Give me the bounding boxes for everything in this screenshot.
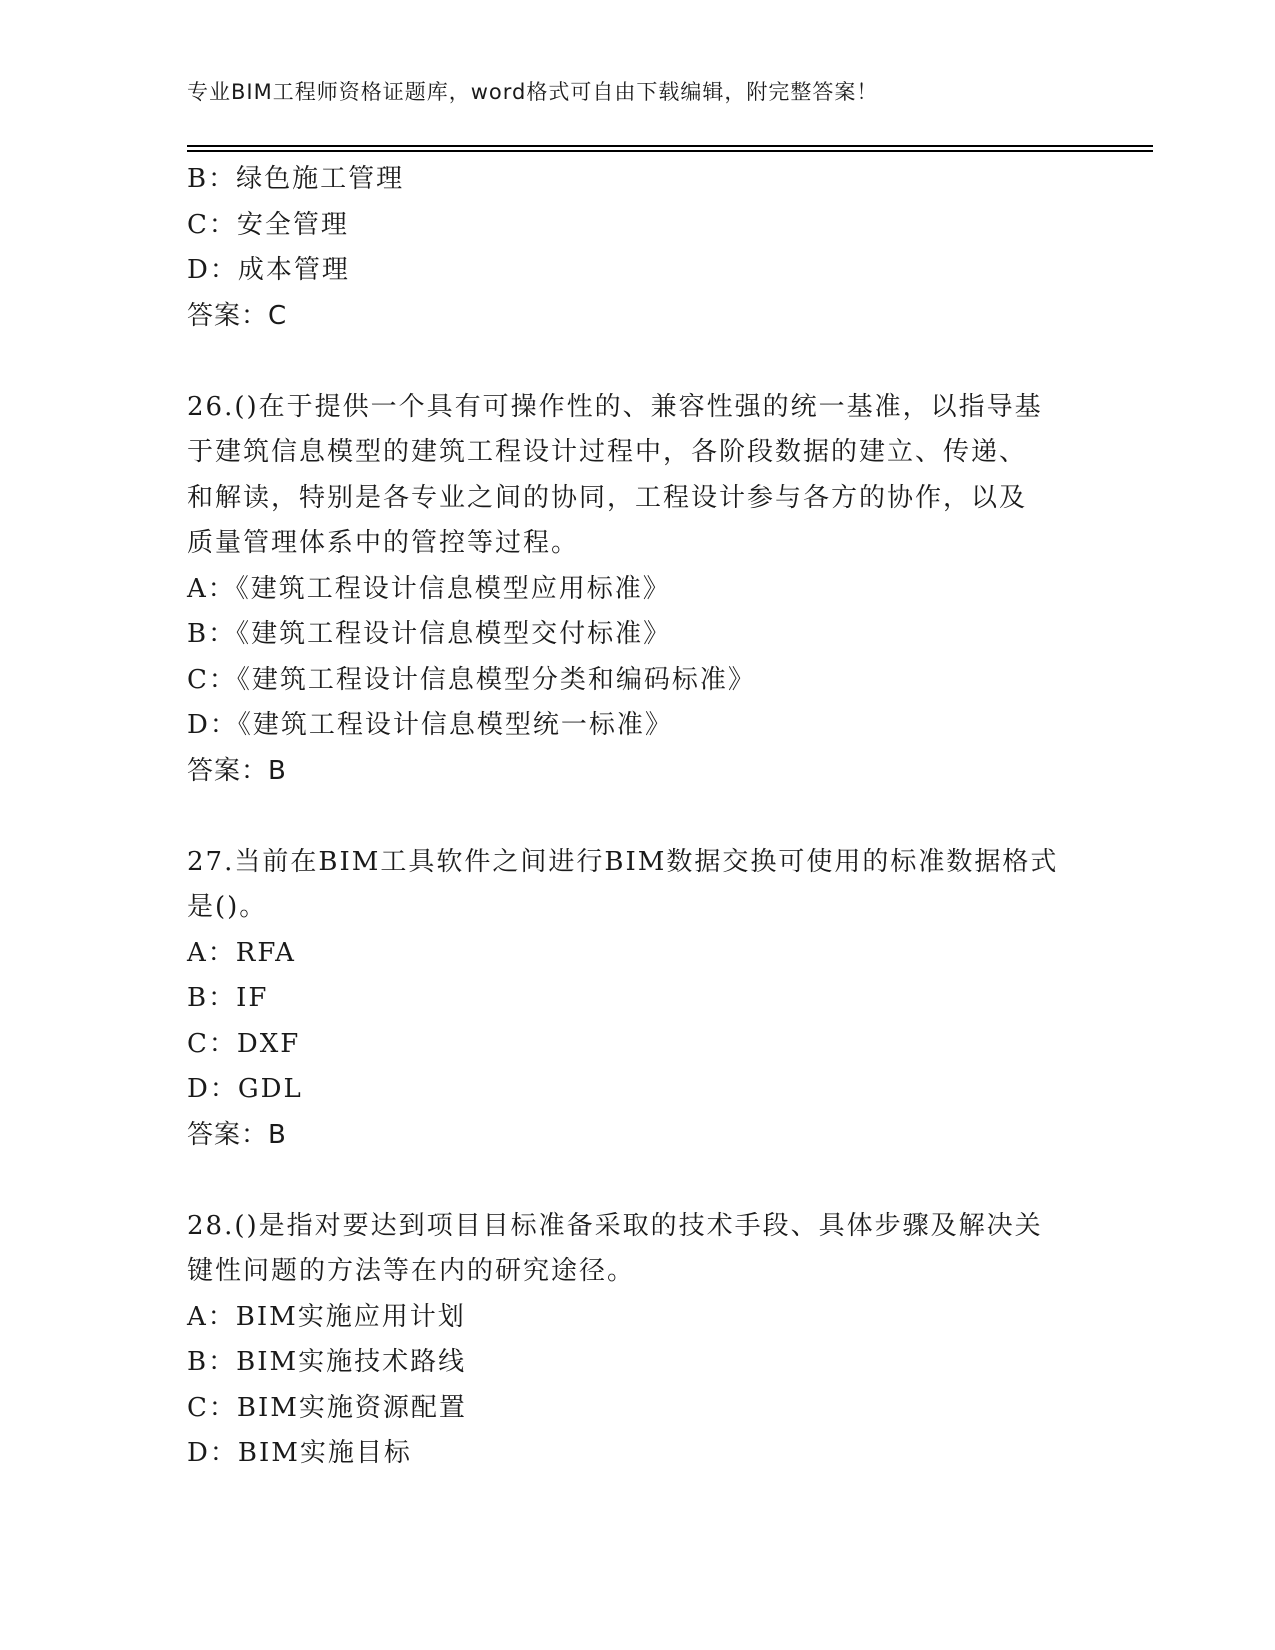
answer-line: 答案：B [187,755,287,786]
option-c: C：BIM实施资源配置 [187,1392,467,1423]
option-d: D：《建筑工程设计信息模型统一标准》 [187,710,673,740]
question-text-line: 和解读，特别是各专业之间的协同，工程设计参与各方的协作，以及 [187,482,1028,513]
question-28 [187,1204,1087,1477]
option-c: C：DXF [187,1028,301,1059]
question-text-line: 质量管理体系中的管控等过程。 [187,528,580,558]
answer-line: 答案：B [187,1119,287,1150]
question-text-line: 27.当前在BIM工具软件之间进行BIM数据交换可使用的标准数据格式 [187,846,1059,877]
question-text-line: 于建筑信息模型的建筑工程设计过程中，各阶段数据的建立、传递、 [187,437,1028,467]
option-c: C：《建筑工程设计信息模型分类和编码标准》 [187,664,756,695]
question-text-line: 26.()在于提供一个具有可操作性的、兼容性强的统一基准，以指导基 [187,391,1043,422]
page-header: 专业BIM工程师资格证题库，word格式可自由下载编辑，附完整答案！ [187,80,879,104]
option-c: C：安全管理 [187,209,349,240]
question-text-line: 键性问题的方法等在内的研究途径。 [187,1256,636,1286]
option-b: B：IF [187,983,269,1013]
spacer [187,1158,1087,1204]
option-d: D：GDL [187,1074,303,1104]
spacer [187,794,1087,840]
answer-line: 答案：C [187,300,288,331]
option-b: B：BIM实施技术路线 [187,1347,467,1377]
option-b: B：《建筑工程设计信息模型交付标准》 [187,619,672,649]
option-a: A：RFA [187,937,296,968]
question-26 [187,385,1087,795]
question-27 [187,840,1087,1159]
document-body [187,157,1087,1477]
option-a: A：BIM实施应用计划 [187,1301,466,1332]
option-b: B：绿色施工管理 [187,164,405,194]
question-text-line: 是()。 [187,892,268,922]
option-a: A：《建筑工程设计信息模型应用标准》 [187,573,671,604]
question-text-line: 28.()是指对要达到项目目标准备采取的技术手段、具体步骤及解决关 [187,1210,1043,1241]
spacer [187,339,1087,385]
header-rule-top [187,145,1153,147]
header-rule-bottom [187,150,1153,152]
option-d: D：成本管理 [187,255,350,285]
option-d: D：BIM实施目标 [187,1438,412,1468]
question-25-continued [187,157,1087,339]
